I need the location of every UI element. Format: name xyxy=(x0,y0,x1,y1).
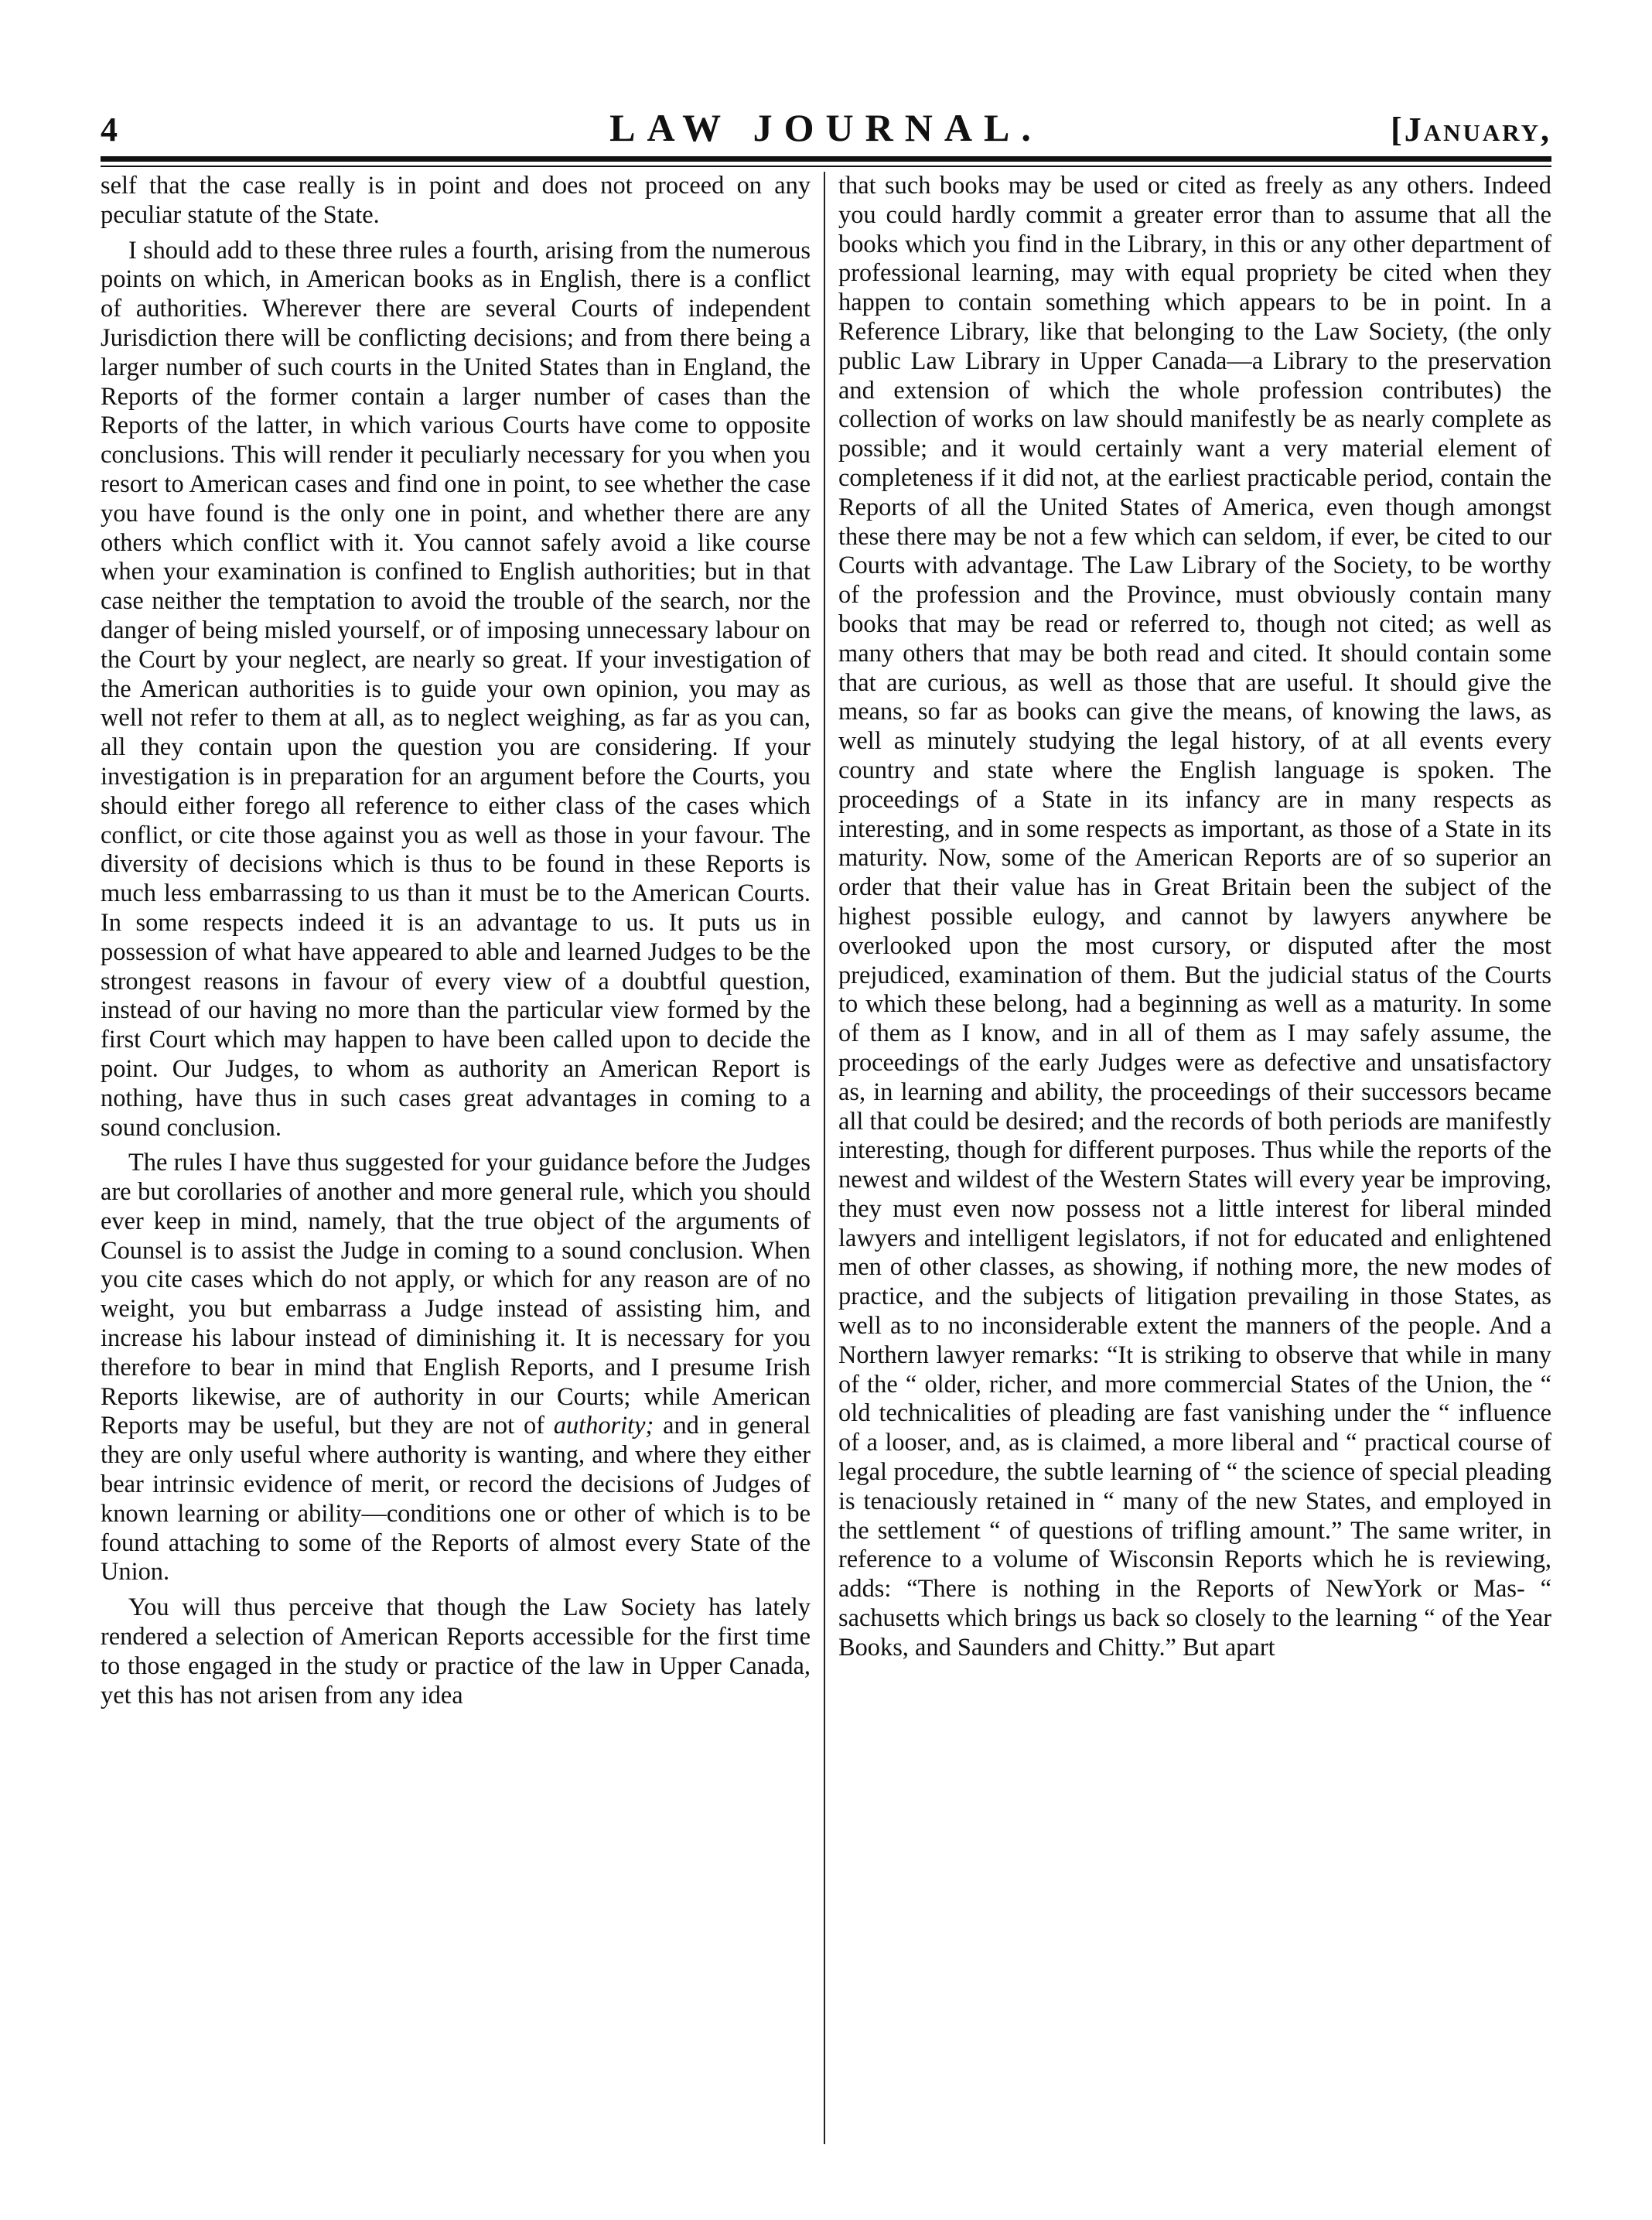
paragraph: self that the case really is in point and does not proceed on any peculiar statute of the State. xyxy=(101,172,811,229)
right-column xyxy=(838,172,1551,2152)
running-head-month: [January, xyxy=(1391,111,1551,149)
journal-title: LAW JOURNAL. xyxy=(609,106,1043,149)
page-number: 4 xyxy=(101,111,118,149)
paragraph: I should add to these three rules a fourth, arising from the numerous points on which, in American books as in English, there is a conflict of authorities. Wherever there are several Courts of independent Jurisdiction there will be conflicting decisions; and from there being a larger number of such courts in the United States than in England, the Reports of the former contain a larger number of cases than the Reports of the latter, in which various Courts have come to opposite conclusions. This will render it peculiarly necessary for you when you resort to American cases and find one in point, to see whether the case you have found is the only one in point, and whether there are any others which conflict with it. You cannot safely avoid a like course when your examination is confined to English authorities; but in that case neither the temptation to avoid the trouble of the search, nor the danger of being misled yourself, or of imposing unnecessary labour on the Court by your neglect, are nearly so great. If your investigation of the American authorities is to guide your own opinion, you may as well not refer to them at all, as to neglect weighing, as far as you can, all they contain upon the question you are considering. If your investigation is in preparation for an argument before the Courts, you should either forego all reference to either class of the cases which conflict, or cite those against you as well as those in your favour. The diversity of decisions which is thus to be found in these Reports is much less embarrassing to us than it must be to the American Courts. In some respects indeed it is an advantage to us. It puts us in possession of what have appeared to able and learned Judges to be the strongest reasons in favour of every view of a doubtful question, instead of our having no more than the particular view formed by the first Court which may happen to have been called upon to decide the point. Our Judges, to whom as authority an American Report is nothing, have thus in such cases great advantages in coming to a sound conclusion. xyxy=(101,236,811,1142)
column-divider xyxy=(824,172,825,2144)
paragraph: You will thus perceive that though the Law Society has lately rendered a selection of American Reports accessible for the first time to those engaged in the study or practice of the law in Upper Canada, yet this has not arisen from any idea xyxy=(101,1593,811,1709)
paragraph: that such books may be used or cited as freely as any others. Indeed you could hardly commit a greater error than to assume that all the books which you find in the Library, in this or any other department of professional learning, may with equal propriety be cited when they happen to contain something which appears to be in point. In a Reference Library, like that belonging to the Law Society, (the only public Law Library in Upper Canada—a Library to the preservation and extension of which the whole profession contributes) the collection of works on law should manifestly be as nearly complete as possible; and it would certainly want a very material element of completeness if it did not, at the earliest practicable period, contain the Reports of all the United States of America, even though amongst these there may be not a few which can seldom, if ever, be cited to our Courts with advantage. The Law Library of the Society, to be worthy of the profession and the Province, must obviously contain many books that may be read or referred to, though not cited; as well as many others that may be both read and cited. It should contain some that are curious, as well as those that are useful. It should give the means, so far as books can give the means, of knowing the laws, as well as minutely studying the legal history, of at all events every country and state where the English language is spoken. The proceedings of a State in its infancy are in many respects as interesting, and in some respects as important, as those of a State in its maturity. Now, some of the American Reports are of so superior an order that their value has in Great Britain been the subject of the highest possible eulogy, and cannot by lawyers anywhere be overlooked upon the most cursory, or disputed after the most prejudiced, examination of them. But the judicial status of the Courts to which these belong, had a beginning as well as a maturity. In some of them as I know, and in all of them as I may safely assume, the proceedings of the early Judges were as defective and unsatisfactory as, in learning and ability, the proceedings of their successors became all that could be desired; and the records of both periods are manifestly interesting, though for different purposes. Thus while the reports of the newest and wildest of the Western States will every year be improving, they must even now possess not a little interest for liberal minded lawyers and intelligent legislators, if not for educated and enlightened men of other classes, as showing, if nothing more, the new modes of practice, and the subjects of litigation prevailing in those States, as well as to no inconsiderable extent the manners of the people. And a Northern lawyer remarks: “It is striking to observe that while in many of the “ older, richer, and more commercial States of the Union, the “ old technicalities of pleading are fast vanishing under the “ influence of a looser, and, as is claimed, a more liberal and “ practical course of legal procedure, the subtle learning of “ the science of special pleading is tenaciously retained in “ many of the new States, and employed in the settlement “ of questions of trifling amount.” The same writer, in reference to a volume of Wisconsin Reports which he is reviewing, adds: “There is nothing in the Reports of NewYork or Mas- “ sachusetts which brings us back so closely to the learning “ of the Year Books, and Saunders and Chitty.” But apart xyxy=(838,172,1551,1662)
running-header xyxy=(101,101,1551,155)
left-column xyxy=(101,172,811,2152)
header-rule-thin xyxy=(101,166,1551,167)
header-rule-thick xyxy=(101,156,1551,162)
italic-emphasis: authority; xyxy=(553,1412,654,1440)
paragraph xyxy=(101,1149,811,1587)
paragraph-text: The rules I have thus suggested for your guidance before the Judges are but corollaries of another and more general rule, which you should ever keep in mind, namely, that the true object of the arguments of Counsel is to assist the Judge in coming to a sound conclusion. When you cite cases which do not apply, or which for any reason are of no weight, you but embarrass a Judge instead of assisting him, and increase his labour instead of diminishing it. It is necessary for you therefore to bear in mind that English Reports, and I presume Irish Reports likewise, are of authority in our Courts; while American Reports may be useful, but they are not of xyxy=(101,1149,811,1440)
paragraph-text: and in general they are only useful where authority is wanting, and where they either bear intrinsic evidence of merit, or record the decisions of Judges of known learning or ability—conditions one or other of which is to be found attaching to some of the Reports of almost every State of the Union. xyxy=(101,1412,811,1586)
